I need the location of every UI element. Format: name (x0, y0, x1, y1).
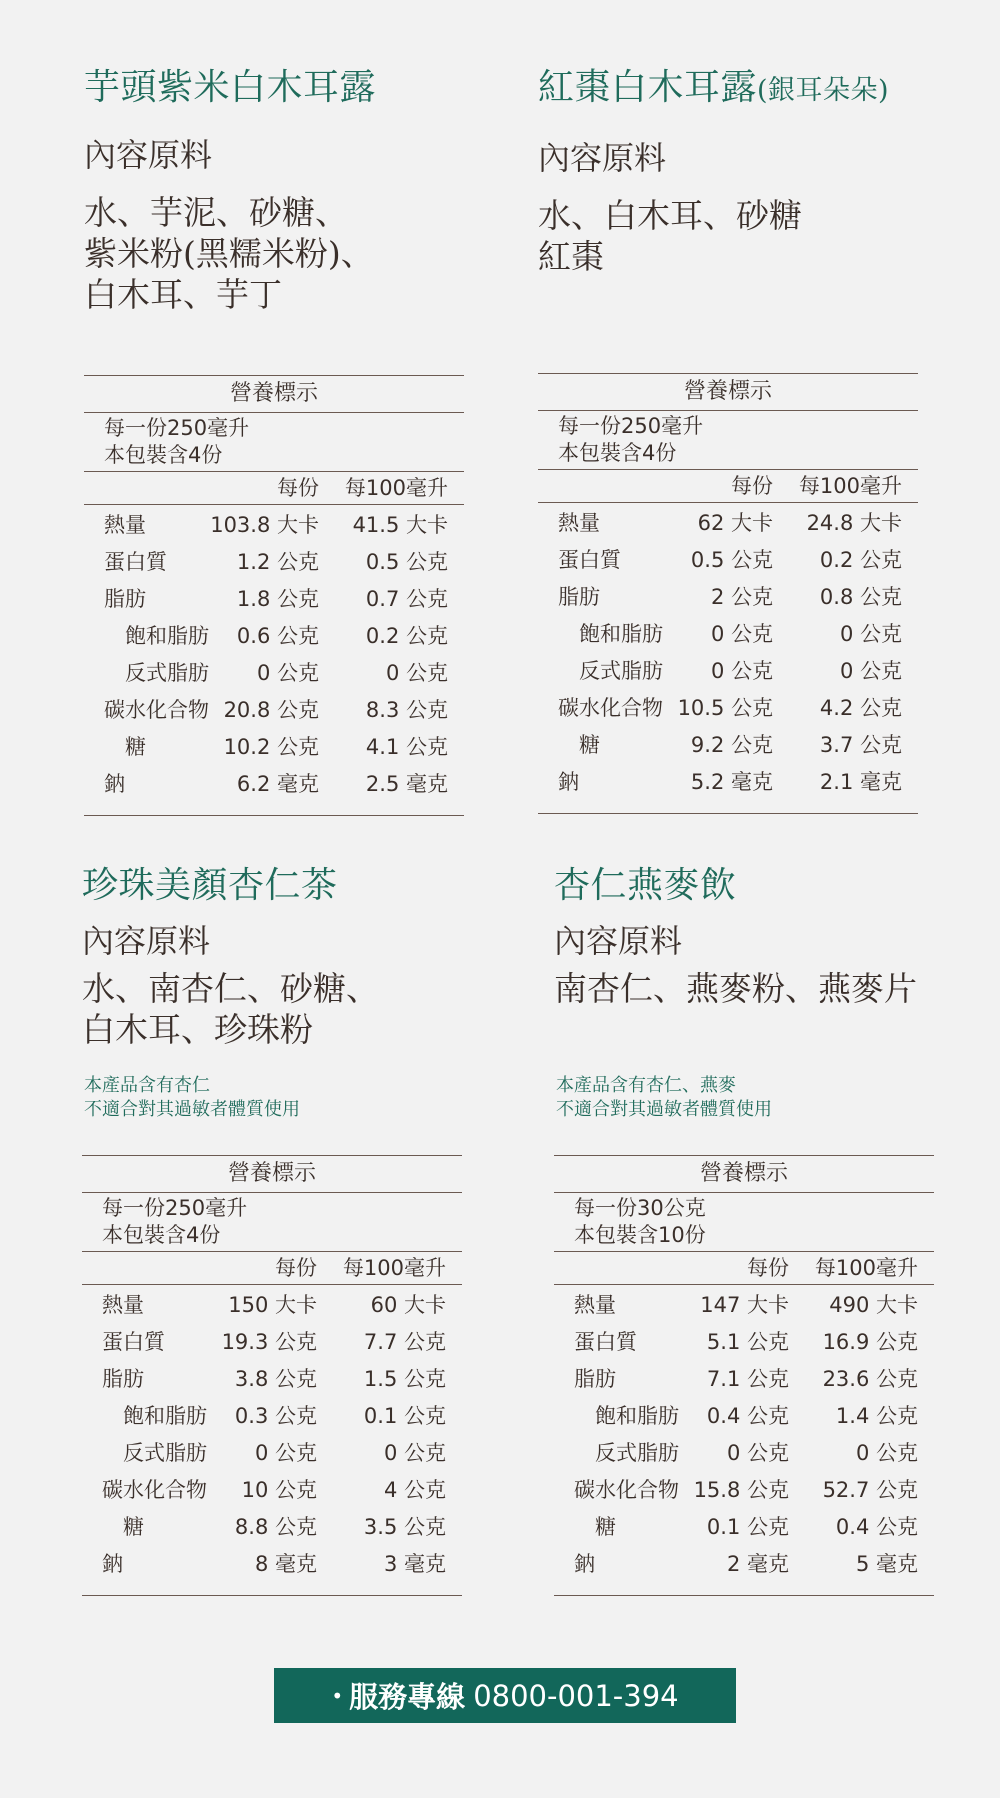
nutrient-per-serving: 62 大卡 (697, 511, 773, 535)
nutrient-per-serving: 0 公克 (710, 659, 773, 683)
nutrient-per-100: 52.7 公克 (822, 1478, 918, 1502)
nutrition-row (82, 1546, 462, 1583)
nutrient-per-100: 0.7 公克 (365, 587, 448, 611)
nutrient-name: 碳水化合物 (574, 1478, 679, 1502)
nutrient-name: 蛋白質 (104, 550, 167, 574)
nutrition-row (554, 1324, 934, 1361)
nutrition-row (84, 655, 464, 692)
nutrition-row (554, 1472, 934, 1509)
nutrient-per-100: 4.1 公克 (365, 735, 448, 759)
nutrient-per-100: 3 毫克 (383, 1552, 446, 1576)
nutrient-per-100: 0.5 公克 (365, 550, 448, 574)
nutrition-row (554, 1361, 934, 1398)
nutrition-title: 營養標示 (84, 376, 464, 413)
nutrient-name: 糖 (125, 735, 146, 759)
nutrition-row (82, 1324, 462, 1361)
nutrient-per-100: 3.5 公克 (363, 1515, 446, 1539)
nutrient-per-serving: 5.1 公克 (706, 1330, 789, 1354)
nutrition-row (538, 690, 918, 727)
ingredients-heading: 內容原料 (538, 139, 667, 177)
nutrient-per-100: 0 公克 (855, 1441, 918, 1465)
nutrient-per-serving: 15.8 公克 (693, 1478, 789, 1502)
product-title-sub: (銀耳朵朵) (757, 75, 890, 106)
column-per-100: 每100毫升 (344, 476, 448, 500)
nutrient-per-100: 5 毫克 (855, 1552, 918, 1576)
nutrient-per-100: 8.3 公克 (365, 698, 448, 722)
nutrition-row (84, 692, 464, 729)
nutrient-name: 碳水化合物 (558, 696, 663, 720)
column-per-100: 每100毫升 (342, 1256, 446, 1280)
serving-info (84, 413, 464, 472)
product-title: 杏仁燕麥飲 (554, 865, 737, 906)
column-per-serving: 每份 (747, 1256, 789, 1280)
serving-line: 本包裝含4份 (102, 1223, 221, 1247)
nutrient-per-100: 0.4 公克 (835, 1515, 918, 1539)
nutrition-title: 營養標示 (538, 374, 918, 411)
nutrition-row (84, 581, 464, 618)
nutrient-per-serving: 10.2 公克 (223, 735, 319, 759)
nutrition-row (538, 727, 918, 764)
nutrient-per-serving: 3.8 公克 (234, 1367, 317, 1391)
nutrition-row (82, 1398, 462, 1435)
nutrient-per-serving: 0.5 公克 (690, 548, 773, 572)
nutrient-per-serving: 9.2 公克 (690, 733, 773, 757)
allergen-notice (84, 1074, 300, 1122)
hotline-label: 服務專線 (349, 1680, 466, 1714)
column-per-serving: 每份 (731, 474, 773, 498)
nutrient-per-serving: 147 大卡 (700, 1293, 789, 1317)
nutrient-name: 糖 (579, 733, 600, 757)
nutrition-row (538, 764, 918, 801)
nutrient-name: 蛋白質 (558, 548, 621, 572)
nutrient-name: 鈉 (102, 1552, 123, 1576)
nutrient-name: 熱量 (574, 1293, 616, 1317)
ingredients-line: 水、南杏仁、砂糖、 (82, 969, 379, 1008)
product-pearl-almond-tea (82, 860, 462, 1120)
nutrient-per-serving: 1.2 公克 (236, 550, 319, 574)
nutrient-per-serving: 0 公克 (254, 1441, 317, 1465)
nutrition-row (82, 1287, 462, 1324)
serving-info (82, 1193, 462, 1252)
nutrient-per-serving: 6.2 毫克 (236, 772, 319, 796)
nutrient-name: 反式脂肪 (595, 1441, 679, 1465)
allergen-line: 本產品含有杏仁 (84, 1075, 210, 1096)
nutrition-row (82, 1509, 462, 1546)
nutrition-row (538, 653, 918, 690)
allergen-line: 不適合對其過敏者體質使用 (84, 1099, 300, 1120)
ingredients-heading: 內容原料 (554, 922, 683, 960)
nutrient-name: 鈉 (104, 772, 125, 796)
hotline-number[interactable]: 0800-001-394 (473, 1678, 679, 1713)
nutrition-row (554, 1509, 934, 1546)
nutrient-name: 反式脂肪 (125, 661, 209, 685)
serving-line: 本包裝含10份 (574, 1223, 706, 1247)
nutrient-name: 碳水化合物 (102, 1478, 207, 1502)
nutrient-per-serving: 10.5 公克 (677, 696, 773, 720)
nutrition-table (84, 375, 464, 816)
nutrient-name: 飽和脂肪 (123, 1404, 207, 1428)
ingredients-line: 白木耳、珍珠粉 (82, 1010, 313, 1049)
nutrition-row (82, 1472, 462, 1509)
nutrition-row (84, 544, 464, 581)
nutrient-per-serving: 103.8 大卡 (210, 513, 319, 537)
ingredients-line: 水、白木耳、砂糖 (538, 196, 802, 235)
nutrient-per-serving: 2 公克 (710, 585, 773, 609)
nutrition-row (554, 1398, 934, 1435)
nutrition-row (84, 766, 464, 803)
serving-line: 本包裝含4份 (558, 441, 677, 465)
nutrient-per-serving: 8.8 公克 (234, 1515, 317, 1539)
nutrient-per-serving: 8 毫克 (254, 1552, 317, 1576)
nutrient-per-100: 0 公克 (839, 659, 902, 683)
nutrient-per-serving: 2 毫克 (726, 1552, 789, 1576)
nutrient-per-100: 23.6 公克 (822, 1367, 918, 1391)
nutrition-table (538, 373, 918, 814)
nutrition-column-header (82, 1252, 462, 1285)
serving-line: 每一份250毫升 (104, 416, 250, 440)
nutrient-per-100: 3.7 公克 (819, 733, 902, 757)
nutrient-name: 熱量 (104, 513, 146, 537)
nutrient-per-serving: 1.8 公克 (236, 587, 319, 611)
ingredients-heading: 內容原料 (82, 922, 211, 960)
ingredients-line: 紅棗 (538, 237, 604, 276)
nutrient-name: 鈉 (574, 1552, 595, 1576)
serving-line: 本包裝含4份 (104, 443, 223, 467)
nutrient-name: 脂肪 (104, 587, 146, 611)
ingredients-list (538, 195, 918, 277)
nutrient-per-100: 24.8 大卡 (806, 511, 902, 535)
serving-line: 每一份30公克 (574, 1196, 706, 1220)
nutrient-name: 脂肪 (102, 1367, 144, 1391)
nutrient-per-serving: 0.6 公克 (236, 624, 319, 648)
nutrition-row (84, 729, 464, 766)
nutrient-per-serving: 150 大卡 (228, 1293, 317, 1317)
product-title: 芋頭紫米白木耳露 (84, 67, 377, 108)
nutrition-title: 營養標示 (82, 1156, 462, 1193)
nutrient-per-serving: 19.3 公克 (221, 1330, 317, 1354)
nutrient-per-serving: 7.1 公克 (706, 1367, 789, 1391)
nutrition-row (538, 542, 918, 579)
nutrition-table (82, 1155, 462, 1596)
nutrition-title: 營養標示 (554, 1156, 934, 1193)
nutrient-per-serving: 0.3 公克 (234, 1404, 317, 1428)
nutrition-row (554, 1435, 934, 1472)
nutrient-per-100: 16.9 公克 (822, 1330, 918, 1354)
nutrient-per-100: 0.8 公克 (819, 585, 902, 609)
nutrient-per-100: 490 大卡 (829, 1293, 918, 1317)
nutrient-per-serving: 0 公克 (726, 1441, 789, 1465)
nutrient-per-serving: 5.2 毫克 (690, 770, 773, 794)
nutrition-row (82, 1435, 462, 1472)
allergen-line: 本產品含有杏仁、燕麥 (556, 1075, 736, 1096)
product-almond-oat-drink (554, 860, 934, 1120)
nutrient-name: 反式脂肪 (123, 1441, 207, 1465)
nutrient-name: 飽和脂肪 (579, 622, 663, 646)
nutrient-per-100: 1.4 公克 (835, 1404, 918, 1428)
column-per-100: 每100毫升 (814, 1256, 918, 1280)
serving-info (554, 1193, 934, 1252)
nutrition-row (554, 1546, 934, 1583)
nutrient-per-100: 0.1 公克 (363, 1404, 446, 1428)
serving-info (538, 411, 918, 470)
ingredients-line: 南杏仁、燕麥粉、燕麥片 (554, 969, 917, 1008)
nutrient-per-100: 4 公克 (383, 1478, 446, 1502)
ingredients-list (84, 192, 464, 315)
nutrient-per-100: 7.7 公克 (363, 1330, 446, 1354)
ingredients-line: 水、芋泥、砂糖、 (84, 193, 348, 232)
column-per-serving: 每份 (275, 1256, 317, 1280)
column-per-100: 每100毫升 (798, 474, 902, 498)
nutrient-name: 脂肪 (558, 585, 600, 609)
ingredients-heading: 內容原料 (84, 136, 213, 174)
ingredients-list (82, 968, 462, 1050)
nutrient-per-serving: 0 公克 (710, 622, 773, 646)
nutrient-per-100: 2.1 毫克 (819, 770, 902, 794)
allergen-line: 不適合對其過敏者體質使用 (556, 1099, 772, 1120)
nutrient-per-100: 4.2 公克 (819, 696, 902, 720)
nutrient-per-100: 60 大卡 (370, 1293, 446, 1317)
nutrient-name: 反式脂肪 (579, 659, 663, 683)
nutrient-name: 蛋白質 (574, 1330, 637, 1354)
nutrient-name: 飽和脂肪 (125, 624, 209, 648)
nutrition-row (554, 1287, 934, 1324)
allergen-notice (556, 1074, 772, 1122)
nutrient-per-serving: 0.4 公克 (706, 1404, 789, 1428)
nutrient-name: 飽和脂肪 (595, 1404, 679, 1428)
bullet-icon: • (331, 1683, 344, 1708)
serving-line: 每一份250毫升 (102, 1196, 248, 1220)
nutrition-row (84, 618, 464, 655)
nutrient-name: 蛋白質 (102, 1330, 165, 1354)
nutrient-name: 熱量 (102, 1293, 144, 1317)
product-red-date-white-fungus (538, 62, 918, 277)
nutrient-name: 熱量 (558, 511, 600, 535)
nutrition-row (538, 616, 918, 653)
nutrient-name: 糖 (123, 1515, 144, 1539)
nutrition-row (82, 1361, 462, 1398)
nutrient-per-serving: 0.1 公克 (706, 1515, 789, 1539)
nutrition-column-header (554, 1252, 934, 1285)
nutrient-per-100: 0.2 公克 (819, 548, 902, 572)
nutrient-per-100: 41.5 大卡 (352, 513, 448, 537)
serving-line: 每一份250毫升 (558, 414, 704, 438)
ingredients-list (554, 968, 934, 1009)
nutrient-per-100: 0 公克 (385, 661, 448, 685)
nutrient-per-100: 0 公克 (383, 1441, 446, 1465)
nutrition-column-header (84, 472, 464, 505)
nutrient-per-100: 2.5 毫克 (365, 772, 448, 796)
product-taro-purple-rice (84, 62, 464, 315)
ingredients-line: 白木耳、芋丁 (84, 275, 282, 314)
column-per-serving: 每份 (277, 476, 319, 500)
nutrient-per-100: 1.5 公克 (363, 1367, 446, 1391)
nutrient-per-serving: 20.8 公克 (223, 698, 319, 722)
nutrient-per-serving: 10 公克 (241, 1478, 317, 1502)
nutrient-per-100: 0.2 公克 (365, 624, 448, 648)
ingredients-line: 紫米粉(黑糯米粉)、 (84, 234, 374, 273)
nutrition-table (554, 1155, 934, 1596)
service-hotline-banner (274, 1668, 736, 1723)
nutrition-row (538, 505, 918, 542)
nutrition-row (84, 507, 464, 544)
nutrition-row (538, 579, 918, 616)
nutrient-name: 鈉 (558, 770, 579, 794)
product-title: 紅棗白木耳露(銀耳朵朵) (538, 67, 890, 108)
nutrient-name: 糖 (595, 1515, 616, 1539)
nutrient-per-serving: 0 公克 (256, 661, 319, 685)
product-title: 珍珠美顏杏仁茶 (82, 865, 338, 906)
nutrient-per-100: 0 公克 (839, 622, 902, 646)
nutrient-name: 脂肪 (574, 1367, 616, 1391)
nutrient-name: 碳水化合物 (104, 698, 209, 722)
nutrition-column-header (538, 470, 918, 503)
